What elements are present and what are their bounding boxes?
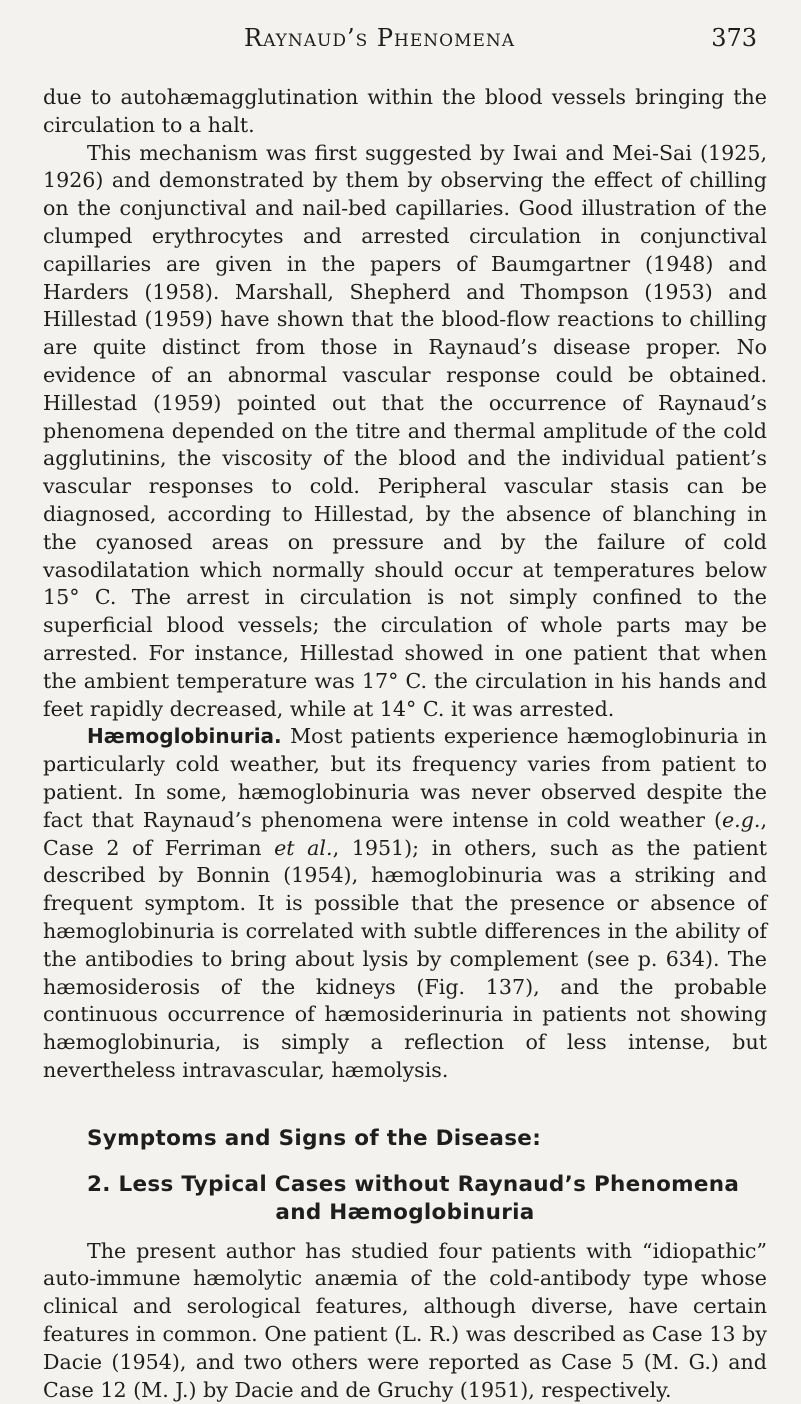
- running-head-title: Raynaud’s Phenomena: [244, 24, 516, 52]
- run-in-heading: Hæmoglobinuria.: [87, 724, 282, 749]
- italic-text: et al.: [274, 835, 333, 860]
- subsection-heading-line-2: and Hæmoglobinuria: [275, 1199, 535, 1225]
- italic-text: e.g.: [721, 807, 761, 832]
- paragraph-mechanism: This mechanism was first suggested by Iwai and Mei-Sai (1925, 1926) and demonstrated by them by observing the effect of chilling on the conjunctival and nail-bed capillaries. Good illustration of the clumped erythrocytes and arrested circulation in conjunctival capillaries are given in the papers of Baumgartner (1948) and Harders (1958). Marshall, Shepherd and Thompson (1953) and Hillestad (1959) have shown that the blood-flow reactions to chilling are quite distinct from those in Raynaud’s disease proper. No evidence of an abnormal vascular response could be obtained. Hillestad (1959) pointed out that the occurrence of Raynaud’s phenomena depended on the titre and thermal amplitude of the cold agglutinins, the viscosity of the blood and the individual patient’s vascular responses to cold. Peripheral vascular stasis can be diagnosed, according to Hillestad, by the absence of blanching in the cyanosed areas on pressure and by the failure of cold vasodilatation which normally should occur at temperatures below 15° C. The arrest in circulation is not simply confined to the superficial blood vessels; the circulation of whole parts may be arrested. For instance, Hillestad showed in one patient that when the ambient temperature was 17° C. the circulation in his hands and feet rapidly decreased, while at 14° C. it was arrested.: [43, 140, 767, 721]
- paragraph-present-author: The present author has studied four patients with “idiopathic” auto-immune hæmolytic anæmia of the cold-antibody type whose clinical and serological features, although diverse, have certain features in common. One patient (L. R.) was described as Case 13 by Dacie (1954), and two others were reported as Case 5 (M. G.) and Case 12 (M. J.) by Dacie and de Gruchy (1951), respectively.: [43, 1238, 767, 1402]
- body-text: [43, 84, 767, 1404]
- paragraph-text: , Case 2 of Ferriman: [43, 807, 767, 860]
- page-number: 373: [711, 24, 757, 52]
- paragraph-haemoglobinuria: [43, 723, 767, 1084]
- section-heading: Symptoms and Signs of the Disease:: [87, 1125, 542, 1151]
- paragraph-continuation: due to autohæmagglutination within the blood vessels bringing the circulation to a halt.: [43, 85, 767, 137]
- subsection-heading-line-1: 2. Less Typical Cases without Raynaud’s Phenomena: [87, 1171, 740, 1197]
- paragraph-text: Most patients experience hæmoglobinuria in particularly cold weather, but its frequency varies from patient to patient. In some, hæmoglobinuria was never observed despite the fact that Raynaud’s phenomena were intense in cold weather (: [43, 724, 767, 832]
- paragraph-text: , 1951); in others, such as the patient described by Bonnin (1954), hæmoglobinuria was a striking and frequent symptom. It is possible that the presence or absence of hæmoglobinuria is correlated with subtle differences in the ability of the antibodies to bring about lysis by complement (see p. 634). The hæmosiderosis of the kidneys (Fig. 137), and the probable continuous occurrence of hæmosiderinuria in patients not showing hæmoglobinuria, is simply a reflection of less intense, but nevertheless intravascular, hæmolysis.: [43, 835, 768, 1082]
- running-head: [0, 24, 801, 64]
